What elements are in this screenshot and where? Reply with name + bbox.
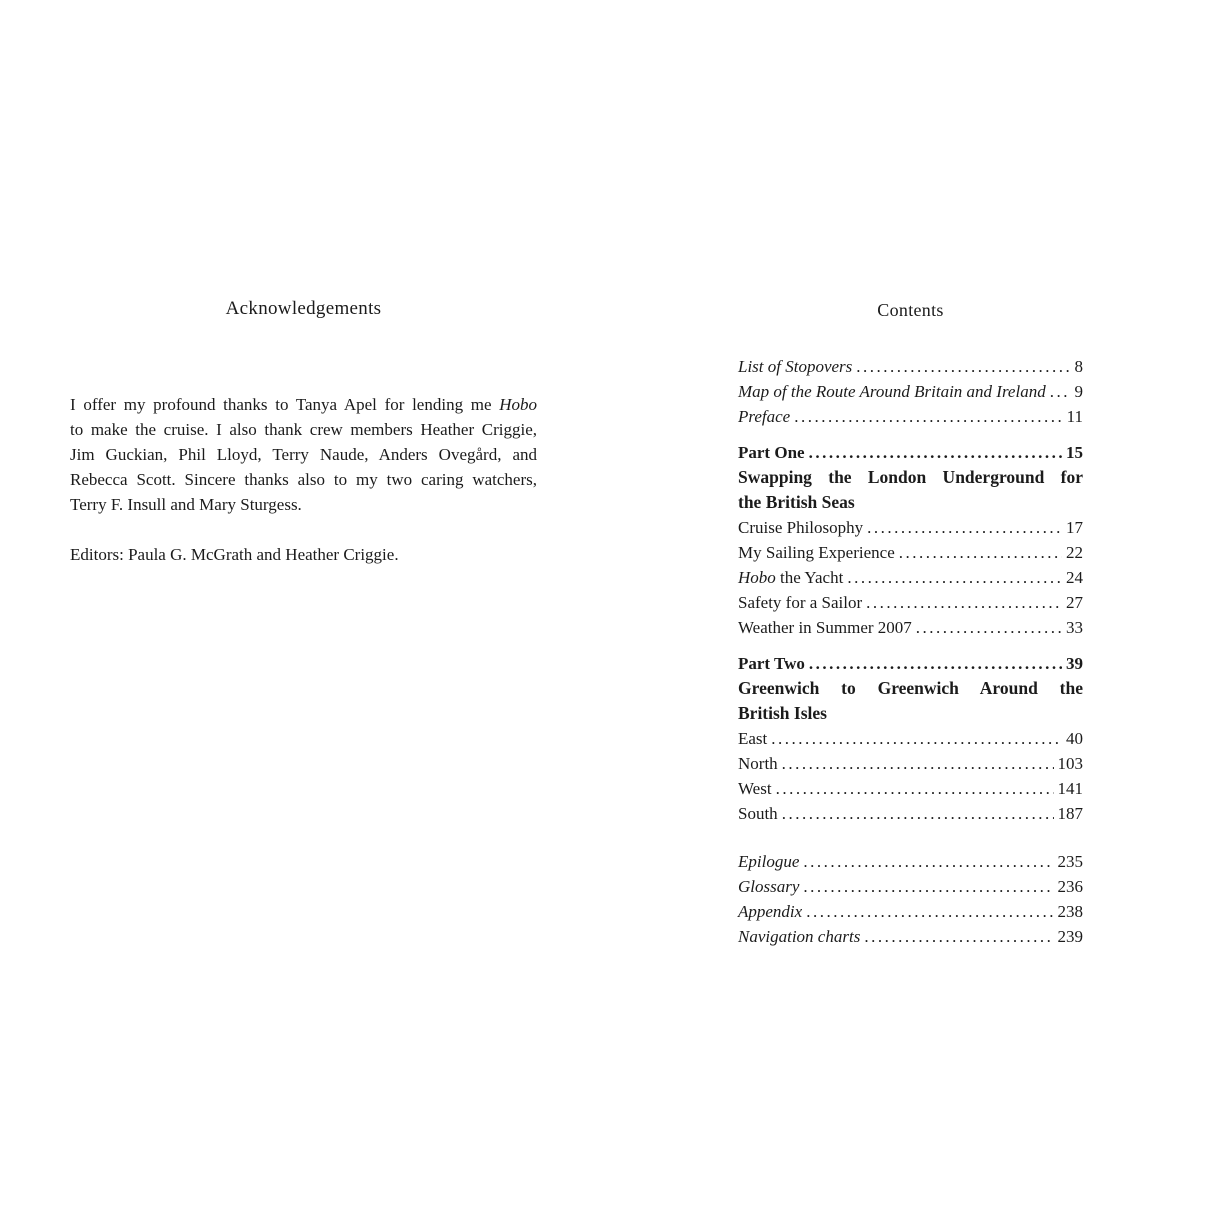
toc-entry: [738, 801, 1083, 826]
toc-page-number: 24: [1066, 568, 1083, 587]
toc-entry: [738, 899, 1083, 924]
text-run: Epilogue: [738, 852, 800, 871]
toc-entry: [738, 874, 1083, 899]
toc-page-number: 187: [1057, 804, 1083, 823]
toc-entry: [738, 924, 1083, 949]
acknowledgements-page: [70, 296, 537, 567]
text-run: List of Stopovers: [738, 357, 853, 376]
toc-entry-label: [738, 565, 843, 590]
toc-entry-label: [738, 801, 778, 826]
text-run: Cruise Philosophy: [738, 518, 864, 537]
toc-page-number: 15: [1066, 443, 1083, 462]
toc-entry: [738, 849, 1083, 874]
toc-entry-label: [738, 440, 805, 465]
text-run: to make the cruise. I also thank crew members Heather Criggie,: [70, 420, 537, 439]
toc-entry: [738, 751, 1083, 776]
toc-page-number: 40: [1066, 729, 1083, 748]
paragraph-line: [70, 492, 537, 517]
dot-leader: [771, 726, 1062, 751]
dot-leader: [864, 924, 1053, 949]
toc-entry-label: [738, 776, 772, 801]
text-run: Weather in Summer 2007: [738, 618, 912, 637]
toc-entry: [738, 404, 1083, 429]
dot-leader: [809, 440, 1062, 465]
text-run: I offer my profound thanks to Tanya Apel for lending me: [70, 395, 500, 414]
acknowledgements-title: Acknowledgements: [225, 298, 382, 319]
toc-part-subtitle-line: British Isles: [738, 703, 827, 723]
toc-page-number: 141: [1057, 779, 1083, 798]
toc-page-number: 11: [1066, 407, 1083, 426]
text-run: Safety for a Sailor: [738, 593, 863, 612]
toc-entry: [738, 776, 1083, 801]
text-run: Rebecca Scott. Sincere thanks also to my two caring watchers,: [70, 470, 537, 489]
toc-page-number: 8: [1074, 357, 1083, 376]
toc-entry: [738, 726, 1083, 751]
toc-page-number: 236: [1057, 877, 1083, 896]
toc-entry: [738, 379, 1083, 404]
text-run: Terry F. Insull and Mary Sturgess.: [70, 495, 302, 514]
italic-text-run: Hobo: [499, 395, 537, 414]
toc-entry-label: [738, 849, 799, 874]
toc-entry: [738, 354, 1083, 379]
toc-entry-label: [738, 651, 805, 676]
text-run: East: [738, 729, 768, 748]
toc-entry-label: [738, 726, 767, 751]
text-run: Part Two: [738, 654, 805, 673]
acknowledgements-paragraph: [70, 392, 537, 517]
toc-entry: [738, 440, 1083, 465]
contents-title: Contents: [877, 300, 944, 320]
toc-entry-label: [738, 379, 1046, 404]
toc-entry: [738, 515, 1083, 540]
toc-entry-label: [738, 751, 778, 776]
toc-page-number: 17: [1066, 518, 1083, 537]
dot-leader: [782, 751, 1054, 776]
dot-leader: [1050, 379, 1071, 404]
dot-leader: [782, 801, 1054, 826]
text-run: Appendix: [738, 902, 803, 921]
toc-part-subtitle-line: the British Seas: [738, 492, 855, 512]
paragraph-line: [70, 442, 537, 467]
italic-text-run: Hobo: [738, 568, 776, 587]
toc-entry-label: [738, 899, 802, 924]
text-run: My Sailing Experience: [738, 543, 895, 562]
dot-leader: [794, 404, 1062, 429]
toc-entry-label: [738, 874, 799, 899]
paragraph-line: [70, 392, 537, 417]
dot-leader: [809, 651, 1062, 676]
toc-page-number: 22: [1066, 543, 1083, 562]
toc-page-number: 103: [1057, 754, 1083, 773]
toc-entry-label: [738, 924, 860, 949]
toc-part-subtitle-line: Swapping the London Underground for: [738, 467, 1083, 487]
toc-entry-label: [738, 590, 862, 615]
toc-page-number: 239: [1057, 927, 1083, 946]
text-run: Preface: [738, 407, 791, 426]
toc-entry: [738, 540, 1083, 565]
dot-leader: [866, 590, 1062, 615]
toc-page-number: 235: [1057, 852, 1083, 871]
text-run: South: [738, 804, 778, 823]
text-run: Jim Guckian, Phil Lloyd, Terry Naude, Anders Ovegård, and: [70, 445, 537, 464]
toc-page-number: 238: [1057, 902, 1083, 921]
dot-leader: [856, 354, 1070, 379]
toc-part-subtitle-line: Greenwich to Greenwich Around the: [738, 678, 1083, 698]
toc-entry-label: [738, 515, 863, 540]
text-run: Glossary: [738, 877, 800, 896]
toc-page-number: 33: [1066, 618, 1083, 637]
dot-leader: [806, 899, 1053, 924]
dot-leader: [803, 849, 1053, 874]
dot-leader: [776, 776, 1054, 801]
editors-line: Editors: Paula G. McGrath and Heather Criggie.: [70, 545, 399, 564]
paragraph-line: [70, 467, 537, 492]
toc-list: [738, 354, 1083, 949]
dot-leader: [899, 540, 1062, 565]
dot-leader: [847, 565, 1062, 590]
contents-page: [738, 298, 1083, 949]
toc-entry: [738, 565, 1083, 590]
toc-page-number: 27: [1066, 593, 1083, 612]
toc-page-number: 9: [1074, 382, 1083, 401]
dot-leader: [916, 615, 1062, 640]
toc-entry-label: [738, 404, 790, 429]
text-run: West: [738, 779, 772, 798]
toc-entry-label: [738, 354, 852, 379]
text-run: Map of the Route Around Britain and Ireland: [738, 382, 1046, 401]
text-run: North: [738, 754, 778, 773]
toc-entry: [738, 615, 1083, 640]
toc-entry-label: [738, 540, 895, 565]
text-run: Part One: [738, 443, 805, 462]
dot-leader: [803, 874, 1053, 899]
text-run: Navigation charts: [738, 927, 861, 946]
toc-entry: [738, 651, 1083, 676]
toc-entry-label: [738, 615, 912, 640]
toc-page-number: 39: [1066, 654, 1083, 673]
dot-leader: [867, 515, 1062, 540]
toc-entry: [738, 590, 1083, 615]
text-run: the Yacht: [775, 568, 844, 587]
paragraph-line: [70, 417, 537, 442]
